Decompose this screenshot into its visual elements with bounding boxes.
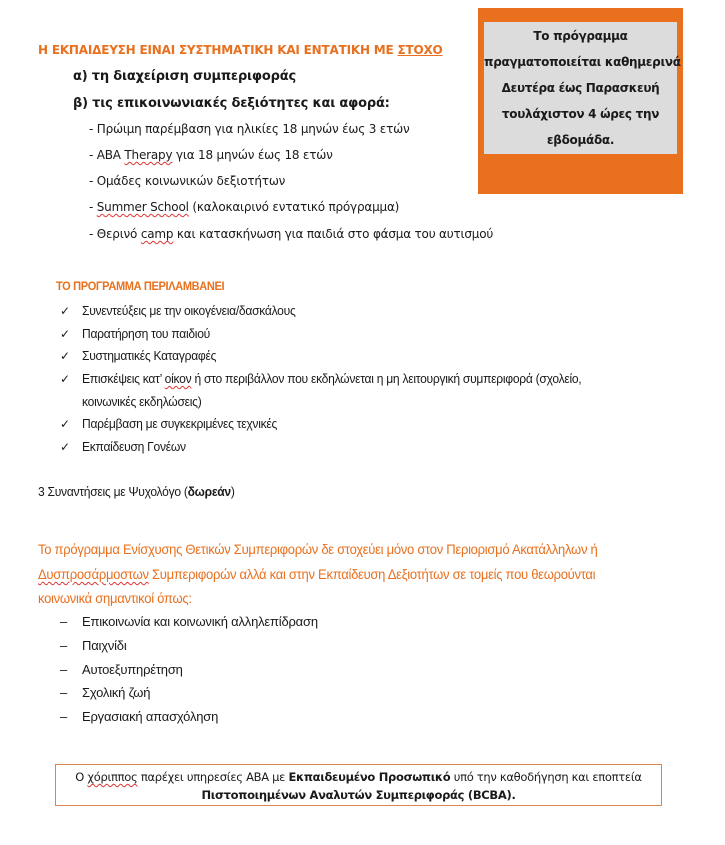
heading-underlined-word: ΣΤΟΧΟ bbox=[397, 43, 443, 57]
checkmark-icon: ✓ bbox=[60, 304, 71, 318]
callout-line: Το πρόγραμμα bbox=[533, 29, 628, 43]
include-item: Συνεντεύξεις με την οικογένεια/δασκάλους bbox=[82, 303, 296, 318]
goal-item: β) τις επικοινωνιακές δεξιότητες και αφορά: bbox=[73, 96, 390, 111]
spellcheck-flagged-word: Therapy bbox=[124, 148, 173, 162]
section-heading-program-includes: ΤΟ ΠΡΟΓΡΑΜΜΑ ΠΕΡΙΛΑΜΒΑΝΕΙ bbox=[56, 279, 225, 293]
service-item: - Summer School (καλοκαιρινό εντατικό πρόγραμμα) bbox=[89, 200, 400, 214]
domain-item: Εργασιακή απασχόληση bbox=[82, 709, 219, 724]
include-item: Επισκέψεις κατ’ οίκον ή στο περιβάλλον που εκδηλώνεται η μη λειτουργική συμπεριφορά (σχολείο, bbox=[82, 371, 582, 386]
section-heading-training bbox=[38, 43, 443, 57]
include-item-continuation: κοινωνικές εκδηλώσεις) bbox=[82, 394, 202, 409]
program-description-line: Το πρόγραμμα Ενίσχυσης Θετικών Συμπεριφορών δε στοχεύει μόνο στον Περιορισμό Ακατάλληλων ή bbox=[38, 541, 598, 557]
spellcheck-flagged-word: οίκον bbox=[164, 371, 192, 386]
aba-services-note-box bbox=[55, 764, 662, 806]
callout-line: τουλάχιστον 4 ώρες την bbox=[501, 107, 660, 121]
domain-item: Επικοινωνία και κοινωνική αλληλεπίδραση bbox=[82, 614, 318, 629]
service-item: - Θερινό camp και κατασκήνωση για παιδιά στο φάσμα του αυτισμού bbox=[89, 227, 494, 241]
checkmark-icon: ✓ bbox=[60, 372, 71, 386]
checkmark-icon: ✓ bbox=[60, 327, 71, 341]
checkmark-icon: ✓ bbox=[60, 349, 71, 363]
footer-line: Πιστοποιημένων Αναλυτών Συμπεριφοράς (BCBA). bbox=[201, 788, 516, 802]
trained-staff-label: Εκπαιδευμένο Προσωπικό bbox=[288, 770, 451, 784]
dash-bullet-icon: – bbox=[60, 614, 68, 629]
checkmark-icon: ✓ bbox=[60, 417, 71, 431]
certified-analysts-label: Πιστοποιημένων Αναλυτών Συμπεριφοράς bbox=[201, 788, 465, 802]
domain-item: Αυτοεξυπηρέτηση bbox=[82, 662, 183, 677]
program-description-line: Δυσπροσάρμοστων Συμπεριφορών αλλά και στην Εκπαίδευση Δεξιοτήτων σε τομείς που θεωρούνται bbox=[38, 566, 596, 582]
spellcheck-flagged-word: χόριππος bbox=[87, 770, 138, 784]
service-item: - ABA Therapy για 18 μηνών έως 18 ετών bbox=[89, 148, 333, 162]
free-label: δωρεάν bbox=[187, 484, 231, 499]
goal-item: α) τη διαχείριση συμπεριφοράς bbox=[73, 69, 296, 84]
include-item: Εκπαίδευση Γονέων bbox=[82, 439, 186, 454]
schedule-callout-box bbox=[478, 8, 683, 194]
dash-bullet-icon: – bbox=[60, 638, 68, 653]
dash-bullet-icon: – bbox=[60, 662, 68, 677]
heading-text: Η ΕΚΠΑΙΔΕΥΣΗ ΕΙΝΑΙ ΣΥΣΤΗΜΑΤΙΚΗ ΚΑΙ ΕΝΤΑΤΙΚΗ ΜΕ bbox=[38, 43, 398, 57]
footer-line: Ο χόριππος παρέχει υπηρεσίες ABA με Εκπαιδευμένο Προσωπικό υπό την καθοδήγηση και εποπτεία bbox=[75, 770, 642, 784]
spellcheck-flagged-word: Δυσπροσάρμοστων bbox=[38, 566, 149, 582]
dash-bullet-icon: – bbox=[60, 685, 68, 700]
domain-item: Παιχνίδι bbox=[82, 638, 127, 653]
schedule-callout-text bbox=[484, 22, 681, 154]
callout-line: εβδομάδα. bbox=[546, 133, 615, 147]
program-description-line: κοινωνικά σημαντικοί όπως: bbox=[38, 590, 192, 606]
dash-bullet-icon: – bbox=[60, 709, 68, 724]
spellcheck-flagged-word: camp bbox=[140, 227, 174, 241]
spellcheck-flagged-word: Summer School bbox=[96, 200, 189, 214]
include-item: Παρατήρηση του παιδιού bbox=[82, 326, 211, 341]
callout-line: Δευτέρα έως Παρασκευή bbox=[501, 81, 660, 95]
checkmark-icon: ✓ bbox=[60, 440, 71, 454]
service-item: - Πρώιμη παρέμβαση για ηλικίες 18 μηνών έως 3 ετών bbox=[89, 122, 410, 136]
callout-line: πραγματοποιείται καθημερινά bbox=[484, 55, 681, 69]
include-item: Παρέμβαση με συγκεκριμένες τεχνικές bbox=[82, 416, 278, 431]
psychologist-sessions: 3 Συναντήσεις με Ψυχολόγο (δωρεάν) bbox=[38, 484, 235, 499]
include-item: Συστηματικές Καταγραφές bbox=[82, 348, 217, 363]
service-item: - Ομάδες κοινωνικών δεξιοτήτων bbox=[89, 174, 286, 188]
domain-item: Σχολική ζωή bbox=[82, 685, 151, 700]
